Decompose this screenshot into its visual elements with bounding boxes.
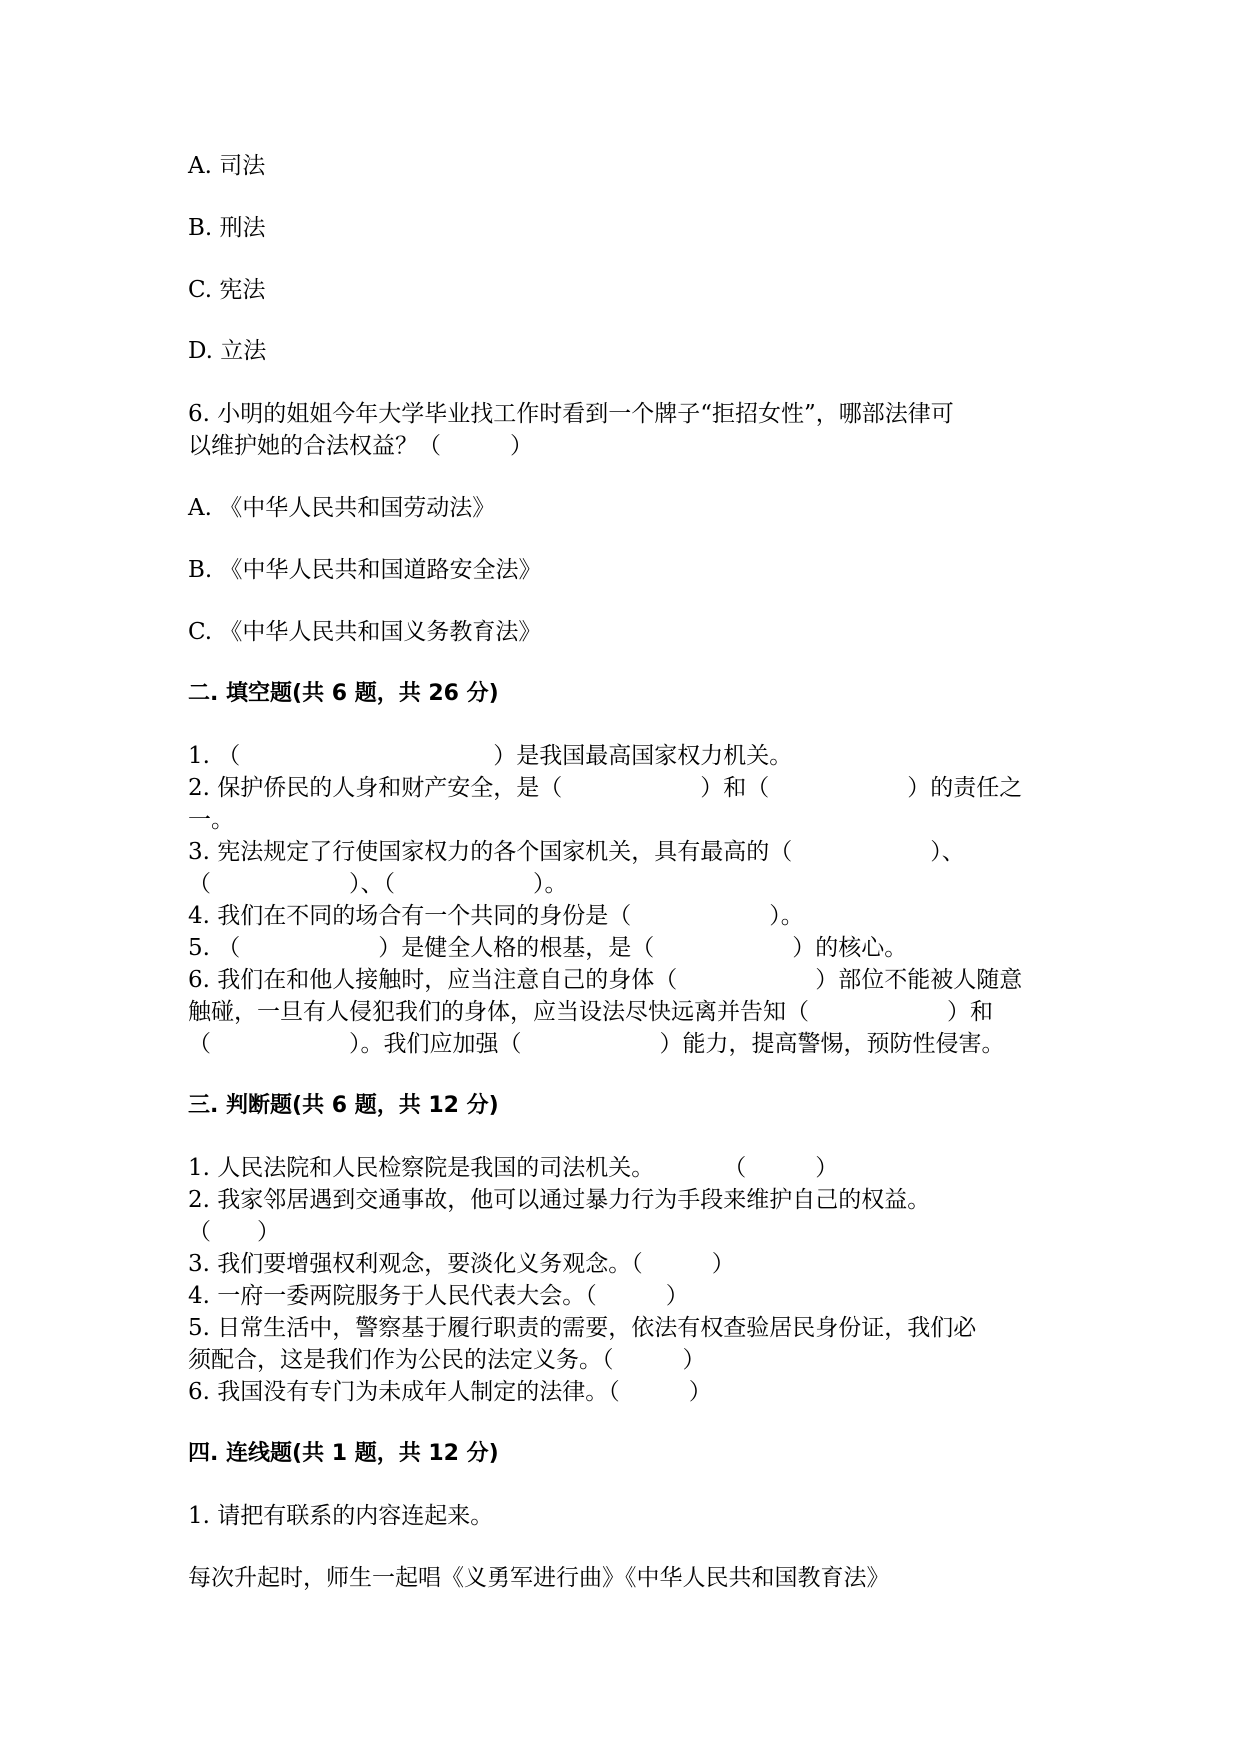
s3-line: （ ） xyxy=(188,1219,280,1245)
s4-line: 每次升起时，师生一起唱《义勇军进行曲》《中华人民共和国教育法》 xyxy=(188,1565,890,1591)
section4-heading: 四. 连线题(共 1 题，共 12 分) xyxy=(188,1441,499,1466)
s3-line: 须配合，这是我们作为公民的法定义务。（ ） xyxy=(188,1347,706,1373)
s2-line: 4. 我们在不同的场合有一个共同的身份是（ ）。 xyxy=(188,903,804,929)
s3-line: 6. 我国没有专门为未成年人制定的法律。（ ） xyxy=(188,1379,712,1405)
q5-option-c: C. 宪法 xyxy=(188,277,266,303)
q6-line-1: 6. 小明的姐姐今年大学毕业找工作时看到一个牌子“拒招女性”，哪部法律可 xyxy=(188,401,954,427)
s3-line: 3. 我们要增强权利观念，要淡化义务观念。（ ） xyxy=(188,1251,735,1277)
s4-question: 1. 请把有联系的内容连起来。 xyxy=(188,1503,494,1529)
q6-option-b: B. 《中华人民共和国道路安全法》 xyxy=(188,557,542,583)
s3-line: 4. 一府一委两院服务于人民代表大会。（ ） xyxy=(188,1283,689,1309)
s2-line: （ ）、（ ）。 xyxy=(188,871,568,897)
q5-option-b: B. 刑法 xyxy=(188,215,266,241)
s3-line: 2. 我家邻居遇到交通事故，他可以通过暴力行为手段来维护自己的权益。 xyxy=(188,1187,931,1213)
q5-option-a: A. 司法 xyxy=(188,153,266,179)
s2-line: 1. （ ）是我国最高国家权力机关。 xyxy=(188,743,793,769)
q5-option-d: D. 立法 xyxy=(188,338,267,364)
section2-heading: 二. 填空题(共 6 题，共 26 分) xyxy=(188,681,499,706)
section3-heading: 三. 判断题(共 6 题，共 12 分) xyxy=(188,1093,499,1118)
q6-option-a: A. 《中华人民共和国劳动法》 xyxy=(188,495,496,521)
s2-line: 触碰，一旦有人侵犯我们的身体，应当设法尽快远离并告知（ ）和 xyxy=(188,999,993,1025)
q6-line-2: 以维护她的合法权益？（ ） xyxy=(188,433,533,459)
s2-line: 5. （ ）是健全人格的根基，是（ ）的核心。 xyxy=(188,935,908,961)
s2-line: 6. 我们在和他人接触时，应当注意自己的身体（ ）部位不能被人随意 xyxy=(188,967,1023,993)
s2-line: 3. 宪法规定了行使国家权力的各个国家机关，具有最高的（ ）、 xyxy=(188,839,965,865)
s3-line: 1. 人民法院和人民检察院是我国的司法机关。 （ ） xyxy=(188,1155,839,1181)
q6-option-c: C. 《中华人民共和国义务教育法》 xyxy=(188,619,542,645)
s2-line: 一。 xyxy=(188,807,234,833)
s2-line: （ ）。我们应加强（ ）能力，提高警惕，预防性侵害。 xyxy=(188,1031,1005,1057)
s3-line: 5. 日常生活中，警察基于履行职责的需要，依法有权查验居民身份证，我们必 xyxy=(188,1315,977,1341)
s2-line: 2. 保护侨民的人身和财产安全，是（ ）和（ ）的责任之 xyxy=(188,775,1023,801)
